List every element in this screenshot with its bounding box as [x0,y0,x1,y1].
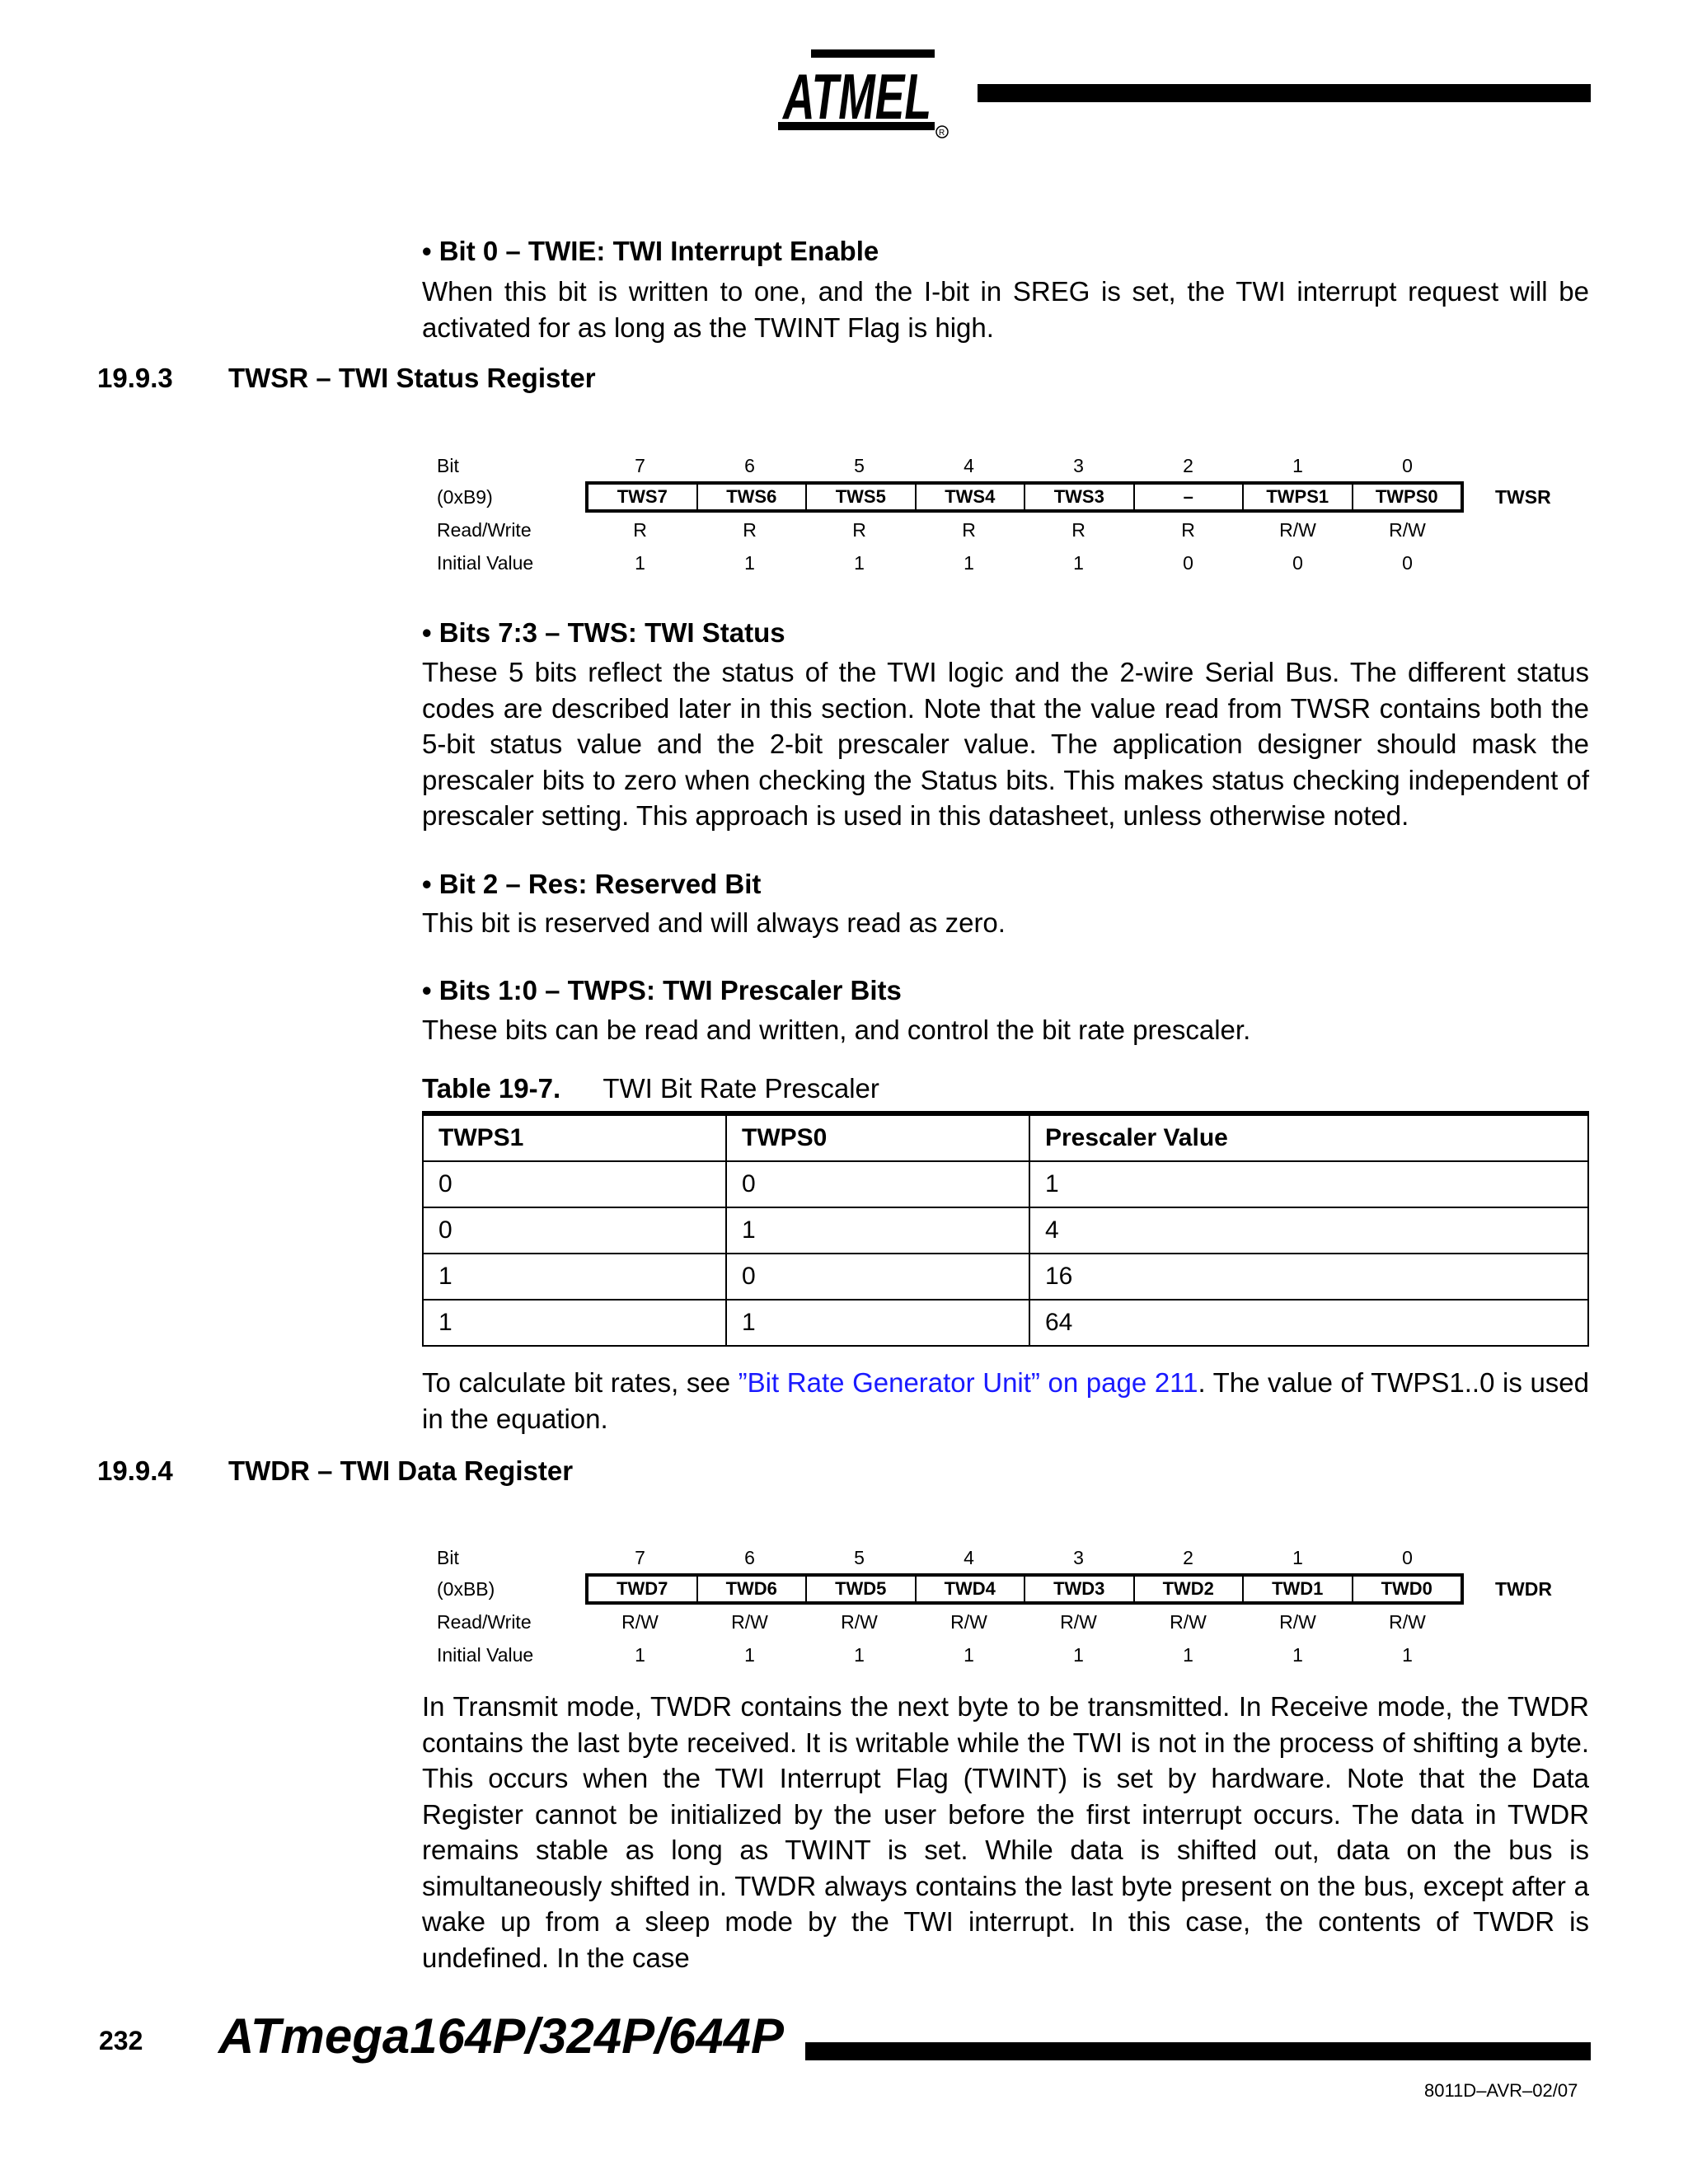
bit-number: 1 [1292,455,1303,476]
document-title: ATmega164P/324P/644P [218,2008,784,2064]
table-caption [422,1073,879,1104]
bit-rate-note-pre: To calculate bit rates, see [422,1367,738,1398]
column-header: TWPS1 [423,1113,726,1161]
section-number: 19.9.4 [97,1455,173,1486]
initial-value: 1 [635,552,645,574]
rw-value: R/W [1279,519,1316,541]
register-address: (0xBB) [437,1578,495,1600]
table-cell: 0 [423,1207,726,1254]
table-row [423,1300,1588,1346]
register-bit-fields [585,481,1464,513]
rw-value: R/W [1060,1611,1097,1633]
column-header: TWPS0 [726,1113,1029,1161]
tws-text: These 5 bits reflect the status of the TWI logic and the 2-wire Serial Bus. The different status codes are described later in this section. Note that the value read from TWSR contains both the 5-bit status value and the 2-bit prescaler value. The application designer should mask the prescaler bits to zero when checking the Status bits. This makes status checking independent of prescaler setting. This approach is used in this datasheet, unless otherwise noted. [422,657,1589,831]
twps-heading: • Bits 1:0 – TWPS: TWI Prescaler Bits [422,975,902,1005]
initial-value: 1 [854,552,865,574]
register-bit-fields [585,1573,1464,1605]
bit-field: TWD7 [588,1577,698,1601]
res-text: This bit is reserved and will always read as zero. [422,907,1006,938]
initial-value: 1 [854,1644,865,1666]
rw-value: R/W [841,1611,878,1633]
bit-number: 7 [635,1547,645,1568]
bit-field: TWD4 [917,1577,1026,1601]
table-row [423,1207,1588,1254]
section-title: TWSR – TWI Status Register [228,363,596,393]
bit-number: 5 [854,455,865,476]
bit-field: TWS3 [1025,485,1135,509]
bit-number: 6 [744,1547,755,1568]
table-cell: 1 [726,1300,1029,1346]
svg-text:ATMEL: ATMEL [781,60,931,133]
twdr-text: In Transmit mode, TWDR contains the next byte to be transmitted. In Receive mode, the TWDR contains the last byte received. It is writable while the TWI is not in the process of shifting a byte. This occurs when the TWI Interrupt Flag (TWINT) is set by hardware. Note that the Data Register cannot be initialized by the user before the first interrupt occurs. The data in TWDR remains stable as long as TWINT is set. While data is shifted out, data on the bus is simultaneously shifted in. TWDR always contains the last byte present on the bus, except after a wake up from a sleep mode by the TWI interrupt. In this case, the contents of TWDR is undefined. In the case [422,1691,1589,1973]
read-write-label: Read/Write [437,1611,532,1633]
table-caption-title: TWI Bit Rate Prescaler [603,1073,879,1104]
bit-number: 1 [1292,1547,1303,1568]
twdr-register-table [422,1544,1576,1666]
register-name: TWSR [1495,486,1551,508]
table-caption-label: Table 19-7. [422,1073,561,1104]
initial-value: 1 [744,552,755,574]
initial-value: 1 [964,1644,974,1666]
initial-value: 1 [744,1644,755,1666]
rw-value: R/W [1389,1611,1426,1633]
page-number: 232 [99,2026,143,2055]
atmel-logo [778,49,951,140]
bit-number: 5 [854,1547,865,1568]
initial-value: 1 [964,552,974,574]
table-cell: 0 [726,1161,1029,1207]
table-cell: 0 [423,1161,726,1207]
initial-value-label: Initial Value [437,1644,534,1666]
table-cell: 1 [423,1254,726,1300]
bit0-heading: • Bit 0 – TWIE: TWI Interrupt Enable [422,236,879,266]
bit-field: TWPS1 [1244,485,1353,509]
initial-value: 1 [635,1644,645,1666]
read-write-label: Read/Write [437,519,532,541]
table-cell: 1 [423,1300,726,1346]
bit-number: 0 [1402,1547,1413,1568]
bit-rate-note [422,1365,1589,1436]
bit-rate-generator-link[interactable]: ”Bit Rate Generator Unit” on page 211 [738,1367,1198,1398]
section-title: TWDR – TWI Data Register [228,1455,574,1486]
svg-text:R: R [939,129,945,138]
rw-value: R [962,519,976,541]
rw-value: R [633,519,647,541]
initial-value: 0 [1292,552,1303,574]
bit-field: TWS5 [807,485,917,509]
bit-rate-note-post: . The value of TWPS1..0 is used in the equation. [422,1367,1590,1434]
rw-value: R [743,519,757,541]
table-cell: 1 [1029,1161,1588,1207]
register-address: (0xB9) [437,486,493,508]
bit-number: 6 [744,455,755,476]
document-code: 8011D–AVR–02/07 [1424,2080,1578,2101]
initial-value: 1 [1073,552,1084,574]
rw-value: R/W [621,1611,659,1633]
bit-label: Bit [437,1547,459,1568]
table-cell: 0 [726,1254,1029,1300]
res-heading: • Bit 2 – Res: Reserved Bit [422,869,762,899]
rw-value: R [1071,519,1085,541]
table-cell: 16 [1029,1254,1588,1300]
tws-heading: • Bits 7:3 – TWS: TWI Status [422,617,785,648]
initial-value: 0 [1402,552,1413,574]
twps-text: These bits can be read and written, and control the bit rate prescaler. [422,1015,1251,1045]
table-cell: 4 [1029,1207,1588,1254]
bit-field: TWS6 [698,485,808,509]
footer-rule [805,2042,1591,2060]
table-header-row [423,1113,1588,1161]
initial-value: 1 [1073,1644,1084,1666]
bit-field: TWS4 [917,485,1026,509]
table-row [423,1254,1588,1300]
bit-label: Bit [437,455,459,476]
bit-field: TWD5 [807,1577,917,1601]
table-cell: 1 [726,1207,1029,1254]
rw-value: R/W [1389,519,1426,541]
initial-value-label: Initial Value [437,552,534,574]
bit-field: TWPS0 [1375,486,1438,507]
bit-number: 2 [1183,455,1193,476]
rw-value: R [1181,519,1195,541]
register-name: TWDR [1495,1578,1552,1600]
bit-number: 4 [964,455,974,476]
initial-value: 0 [1183,552,1193,574]
bit-field: TWD2 [1135,1577,1245,1601]
table-cell: 64 [1029,1300,1588,1346]
bit-number: 3 [1073,455,1084,476]
bit-number: 4 [964,1547,974,1568]
bit-number: 0 [1402,455,1413,476]
initial-value: 1 [1183,1644,1193,1666]
bit-number: 7 [635,455,645,476]
prescaler-table [422,1111,1589,1347]
rw-value: R/W [731,1611,768,1633]
rw-value: R/W [1279,1611,1316,1633]
bit-field: TWD6 [698,1577,808,1601]
bit-field: TWD3 [1025,1577,1135,1601]
twsr-register-table [422,452,1576,574]
bit-number: 3 [1073,1547,1084,1568]
header-rule [978,84,1591,102]
bit-number: 2 [1183,1547,1193,1568]
initial-value: 1 [1402,1644,1413,1666]
table-row [423,1161,1588,1207]
initial-value: 1 [1292,1644,1303,1666]
bit-field: TWS7 [588,485,698,509]
bit-field: TWD1 [1244,1577,1353,1601]
bit0-text: When this bit is written to one, and the I-bit in SREG is set, the TWI interrupt request will be activated for as long as the TWINT Flag is high. [422,276,1589,343]
rw-value: R [852,519,866,541]
column-header: Prescaler Value [1029,1113,1588,1161]
bit-field: TWD0 [1381,1578,1432,1599]
rw-value: R/W [1170,1611,1207,1633]
section-number: 19.9.3 [97,363,173,393]
rw-value: R/W [950,1611,987,1633]
bit-field: – [1135,485,1245,509]
